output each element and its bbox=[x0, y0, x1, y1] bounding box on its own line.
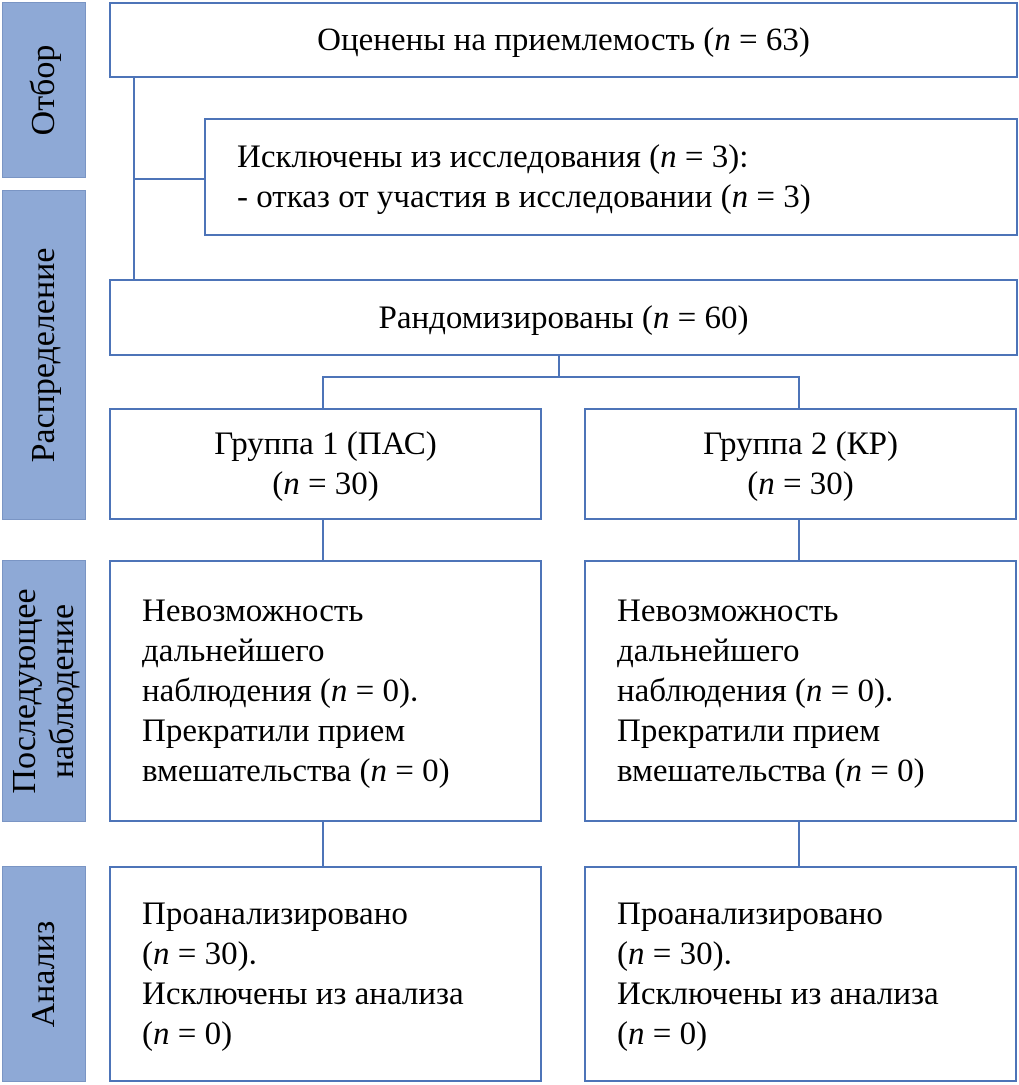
group1-count-open: ( bbox=[272, 466, 284, 502]
group2-followup-line5-value: = 0) bbox=[861, 753, 925, 789]
group1-followup-line5-n-symbol: n bbox=[370, 753, 387, 789]
group1-analysis-line4-value: = 0) bbox=[169, 1016, 233, 1052]
group2-analysis-line2-value: = 30). bbox=[644, 936, 732, 972]
group1-analysis-line4 bbox=[142, 1014, 540, 1054]
group2-followup-line5 bbox=[617, 751, 1015, 791]
group1-analysis-line4-n-symbol: n bbox=[153, 1016, 170, 1052]
connector-to-group1 bbox=[322, 376, 324, 410]
excluded-line2-label: - отказ от участия в исследовании ( bbox=[237, 179, 732, 215]
group1-analysis-line2-value: = 30). bbox=[169, 936, 257, 972]
excluded-line1-value: = 3): bbox=[676, 139, 749, 175]
group1-analysis-line2-n-symbol: n bbox=[153, 936, 170, 972]
group1-followup-line3-n-symbol: n bbox=[330, 673, 348, 709]
connector-followup2-to-analysis bbox=[798, 821, 800, 868]
group2-count bbox=[747, 464, 854, 504]
group2-followup-line4: Прекратили прием bbox=[617, 713, 881, 749]
connector-split-horizontal bbox=[322, 376, 800, 378]
group2-followup-line3 bbox=[617, 671, 1015, 711]
group2-analysis-line4 bbox=[617, 1014, 1015, 1054]
group1-followup-line5-value: = 0) bbox=[386, 753, 450, 789]
stage-label-followup-line1: Последующее bbox=[6, 588, 43, 794]
group2-count-open: ( bbox=[747, 466, 759, 502]
excluded-line2-n-symbol: n bbox=[731, 179, 749, 215]
group2-analysis-line2 bbox=[617, 934, 1015, 974]
stage-label-followup-line2: наблюдение bbox=[44, 603, 81, 779]
group1-box bbox=[109, 408, 542, 520]
group2-followup-line3-value: = 0). bbox=[822, 673, 894, 709]
randomized-box bbox=[109, 279, 1018, 356]
stage-label-analysis-text: Анализ bbox=[25, 920, 62, 1028]
group2-title: Группа 2 (КР) bbox=[703, 426, 898, 462]
excluded-line1-n-symbol: n bbox=[660, 139, 677, 175]
excluded-line1-label: Исключены из исследования ( bbox=[237, 139, 661, 175]
group2-followup-line3-n-symbol: n bbox=[805, 673, 823, 709]
group1-analysis-line2-open: ( bbox=[142, 936, 153, 972]
group1-n-symbol: n bbox=[283, 466, 300, 502]
stage-label-screening-text: Отбор bbox=[25, 44, 62, 136]
stage-label-screening bbox=[2, 2, 86, 178]
group1-followup-line5-label: вмешательства ( bbox=[142, 753, 371, 789]
group1-followup-line3 bbox=[142, 671, 540, 711]
group1-analysis-box bbox=[109, 866, 542, 1082]
connector-group2-to-followup bbox=[798, 519, 800, 562]
excluded-line2-value: = 3) bbox=[748, 179, 811, 215]
assessed-n-symbol: n bbox=[714, 22, 731, 58]
excluded-line1 bbox=[237, 137, 1016, 177]
group2-box bbox=[584, 408, 1017, 520]
assessed-label: Оценены на приемлемость ( bbox=[317, 22, 715, 58]
group1-analysis-line2 bbox=[142, 934, 540, 974]
group1-followup-box bbox=[109, 560, 542, 822]
group2-analysis-line1: Проанализировано bbox=[617, 896, 883, 932]
group1-analysis-line3: Исключены из анализа bbox=[142, 976, 464, 1012]
connector-group1-to-followup bbox=[322, 519, 324, 562]
connector-randomized-down bbox=[558, 355, 560, 377]
group1-count-value: = 30) bbox=[299, 466, 379, 502]
assessed-value: = 63) bbox=[730, 22, 810, 58]
randomized-value: = 60) bbox=[669, 299, 749, 336]
excluded-line2 bbox=[237, 177, 1016, 217]
randomized-text bbox=[378, 298, 748, 338]
stage-label-followup bbox=[2, 560, 86, 822]
group1-analysis-line4-open: ( bbox=[142, 1016, 153, 1052]
group2-analysis-line2-n-symbol: n bbox=[628, 936, 645, 972]
connector-to-group2 bbox=[798, 376, 800, 410]
connector-followup1-to-analysis bbox=[322, 821, 324, 868]
group2-analysis-line4-open: ( bbox=[617, 1016, 628, 1052]
stage-label-analysis bbox=[2, 866, 86, 1082]
group1-analysis-line1: Проанализировано bbox=[142, 896, 408, 932]
group2-n-symbol: n bbox=[758, 466, 775, 502]
group1-title: Группа 1 (ПАС) bbox=[214, 426, 437, 462]
group2-followup-box bbox=[584, 560, 1017, 822]
group1-followup-line1: Невозможность bbox=[142, 593, 364, 629]
randomized-label: Рандомизированы ( bbox=[378, 299, 653, 336]
group2-count-value: = 30) bbox=[774, 466, 854, 502]
group1-count bbox=[272, 464, 379, 504]
group2-followup-line5-label: вмешательства ( bbox=[617, 753, 846, 789]
group1-followup-line3-value: = 0). bbox=[347, 673, 419, 709]
group2-followup-line1: Невозможность bbox=[617, 593, 839, 629]
group1-followup-line3-label: наблюдения ( bbox=[142, 673, 331, 709]
assessed-box bbox=[109, 2, 1018, 78]
group2-analysis-line3: Исключены из анализа bbox=[617, 976, 939, 1012]
group2-analysis-line2-open: ( bbox=[617, 936, 628, 972]
group2-analysis-line4-n-symbol: n bbox=[628, 1016, 645, 1052]
stage-label-allocation bbox=[2, 190, 86, 520]
connector-to-excluded bbox=[133, 178, 206, 180]
assessed-text bbox=[317, 20, 810, 60]
group2-analysis-line4-value: = 0) bbox=[644, 1016, 708, 1052]
stage-label-followup-text bbox=[6, 588, 82, 793]
group1-followup-line4: Прекратили прием bbox=[142, 713, 406, 749]
group2-followup-line3-label: наблюдения ( bbox=[617, 673, 806, 709]
group1-followup-line5 bbox=[142, 751, 540, 791]
group1-followup-line2: дальнейшего bbox=[142, 633, 325, 669]
randomized-n-symbol: n bbox=[652, 299, 670, 336]
stage-label-allocation-text: Распределение bbox=[25, 247, 62, 463]
excluded-box bbox=[204, 118, 1018, 236]
group2-followup-line2: дальнейшего bbox=[617, 633, 800, 669]
group2-followup-line5-n-symbol: n bbox=[845, 753, 862, 789]
group2-analysis-box bbox=[584, 866, 1017, 1082]
